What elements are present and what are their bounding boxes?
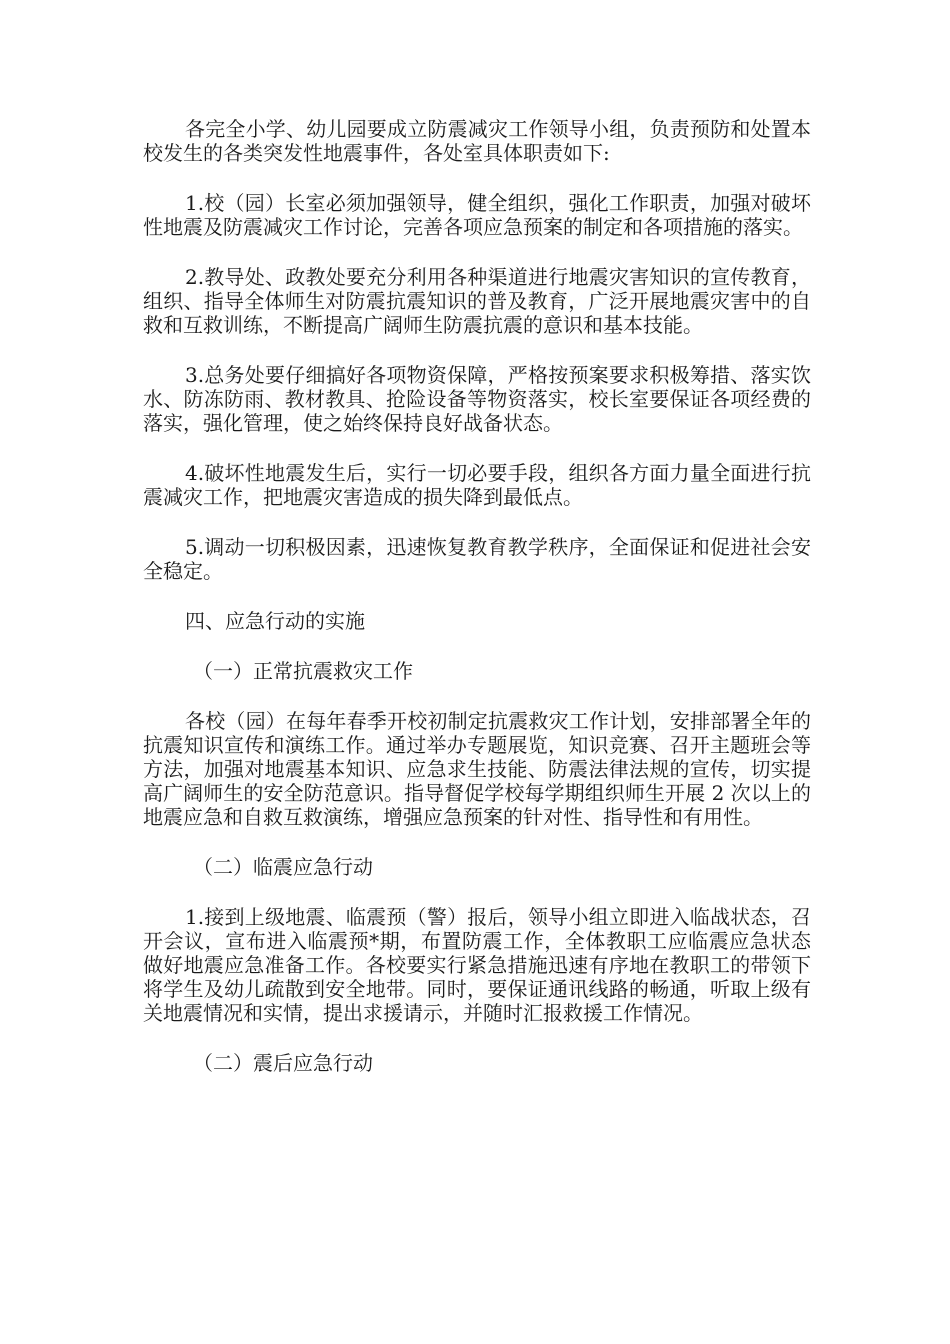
section-heading: 四、应急行动的实施 — [185, 609, 365, 633]
subsection-body-2: 1.接到上级地震、临震预（警）报后，领导小组立即进入临战状态，召开会议，宣布进入临震预*期，布置防震工作，全体教职工应临震应急状态做好地震应急准备工作。各校要实行紧急措施迅速有序地在教职工的带领下将学生及幼儿疏散到安全地带。同时，要保证通讯线路的畅通，听取上级有关地震情况和实情，提出求援请示，并随时汇报救援工作情况。 — [143, 905, 811, 1025]
subsection-heading-3: （二）震后应急行动 — [193, 1051, 373, 1075]
subsection-body-1: 各校（园）在每年春季开校初制定抗震救灾工作计划，安排部署全年的抗震知识宣传和演练工作。通过举办专题展览，知识竞赛、召开主题班会等方法，加强对地震基本知识、应急求生技能、防震法律法规的宣传，切实提高广阔师生的安全防范意识。指导督促学校每学期组织师生开展 2 次以上的地震应急和自救互救演练，增强应急预案的针对性、指导性和有用性。 — [143, 709, 811, 829]
subsection-heading-2: （二）临震应急行动 — [193, 855, 373, 879]
duty-paragraph-5: 5.调动一切积极因素，迅速恢复教育教学秩序，全面保证和促进社会安全稳定。 — [143, 535, 811, 583]
duty-paragraph-3: 3.总务处要仔细搞好各项物资保障，严格按预案要求积极筹措、落实饮水、防冻防雨、教材教具、抢险设备等物资落实，校长室要保证各项经费的落实，强化管理，使之始终保持良好战备状态。 — [143, 363, 811, 435]
duty-paragraph-4: 4.破坏性地震发生后，实行一切必要手段，组织各方面力量全面进行抗震减灾工作，把地震灾害造成的损失降到最低点。 — [143, 461, 811, 509]
duty-paragraph-1: 1.校（园）长室必须加强领导，健全组织，强化工作职责，加强对破坏性地震及防震减灾工作讨论，完善各项应急预案的制定和各项措施的落实。 — [143, 191, 811, 239]
document-page — [143, 117, 811, 1101]
intro-paragraph: 各完全小学、幼儿园要成立防震减灾工作领导小组，负责预防和处置本校发生的各类突发性地震事件，各处室具体职责如下: — [143, 117, 811, 165]
subsection-heading-1: （一）正常抗震救灾工作 — [193, 659, 413, 683]
duty-paragraph-2: 2.教导处、政教处要充分利用各种渠道进行地震灾害知识的宣传教育，组织、指导全体师生对防震抗震知识的普及教育，广泛开展地震灾害中的自救和互救训练，不断提高广阔师生防震抗震的意识和基本技能。 — [143, 265, 811, 337]
